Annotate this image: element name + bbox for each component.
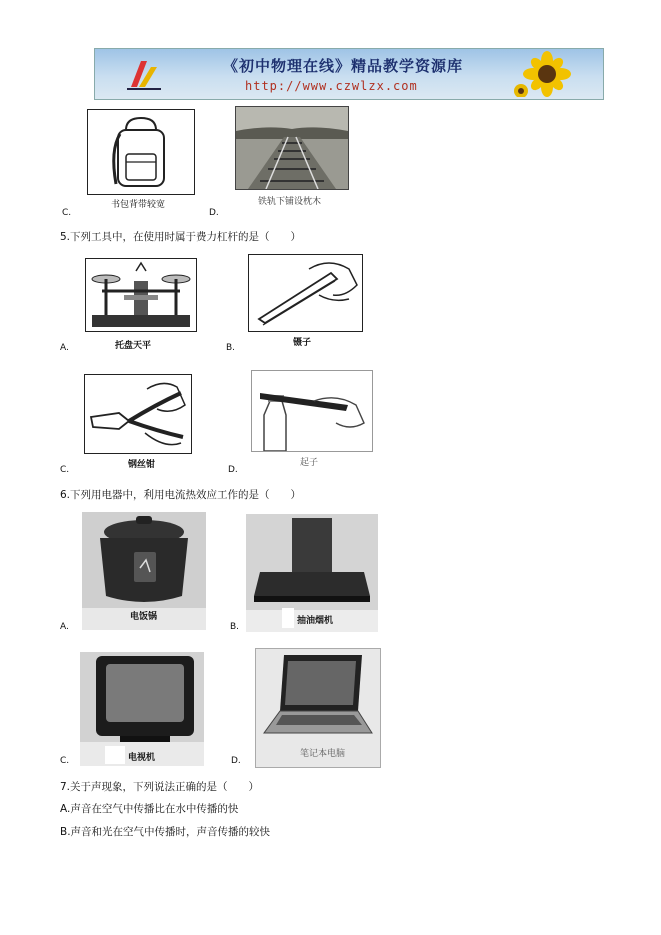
option-a-label: A. xyxy=(60,343,69,353)
image-railway xyxy=(235,106,349,190)
caption-pliers: 钢丝钳 xyxy=(128,460,156,470)
option-c-label: C. xyxy=(62,208,72,218)
question-5-stem: 5.下列工具中，在使用时属于费力杠杆的是（ ） xyxy=(60,231,302,243)
banner-title: 《初中物理在线》精品教学资源库 xyxy=(223,57,464,75)
image-pliers xyxy=(84,374,192,454)
image-backpack xyxy=(87,109,195,195)
caption-laptop: 笔记本电脑 xyxy=(300,749,346,759)
backpack-icon xyxy=(88,110,194,194)
question-7-stem: 7.关于声现象，下列说法正确的是（ ） xyxy=(60,781,260,793)
white-patch-2 xyxy=(105,746,125,764)
caption-backpack: 书包背带较宽 xyxy=(111,200,166,210)
caption-tv: 电视机 xyxy=(128,753,156,763)
balance-icon xyxy=(86,259,196,331)
caption-tweezers: 镊子 xyxy=(293,338,312,348)
bottle-opener-icon xyxy=(252,371,372,451)
image-bottle-opener xyxy=(251,370,373,452)
option-d-label-q5: D. xyxy=(228,465,238,475)
caption-rice-cooker: 电饭锅 xyxy=(130,612,158,622)
question-6-stem: 6.下列用电器中，利用电流热效应工作的是（ ） xyxy=(60,489,302,501)
option-b-label-q6: B. xyxy=(230,622,240,632)
banner-url: http://www.czwlzx.com xyxy=(245,79,418,93)
option-c-label-q6: C. xyxy=(60,756,70,766)
option-a-label-q6: A. xyxy=(60,622,69,632)
image-tweezers xyxy=(248,254,363,332)
railway-icon xyxy=(236,107,348,189)
option-d-label: D. xyxy=(209,208,219,218)
tweezers-icon xyxy=(249,255,362,331)
image-tv xyxy=(80,652,204,766)
option-d-label-q6: D. xyxy=(231,756,241,766)
caption-bottle-opener: 起子 xyxy=(300,458,319,468)
pliers-icon xyxy=(85,375,191,453)
sunflower-icon xyxy=(511,51,583,97)
white-patch xyxy=(282,608,294,628)
tv-icon xyxy=(80,652,204,766)
question-7-option-a: A.声音在空气中传播比在水中传播的快 xyxy=(60,803,239,815)
image-balance xyxy=(85,258,197,332)
caption-railway: 铁轨下铺设枕木 xyxy=(258,197,322,207)
option-b-label: B. xyxy=(226,343,236,353)
header-banner xyxy=(94,48,604,100)
question-7-option-b: B.声音和光在空气中传播时，声音传播的较快 xyxy=(60,826,271,838)
caption-range-hood: 抽油烟机 xyxy=(297,616,334,626)
option-c-label-q5: C. xyxy=(60,465,70,475)
logo-icon xyxy=(125,57,163,91)
caption-balance: 托盘天平 xyxy=(115,341,152,351)
